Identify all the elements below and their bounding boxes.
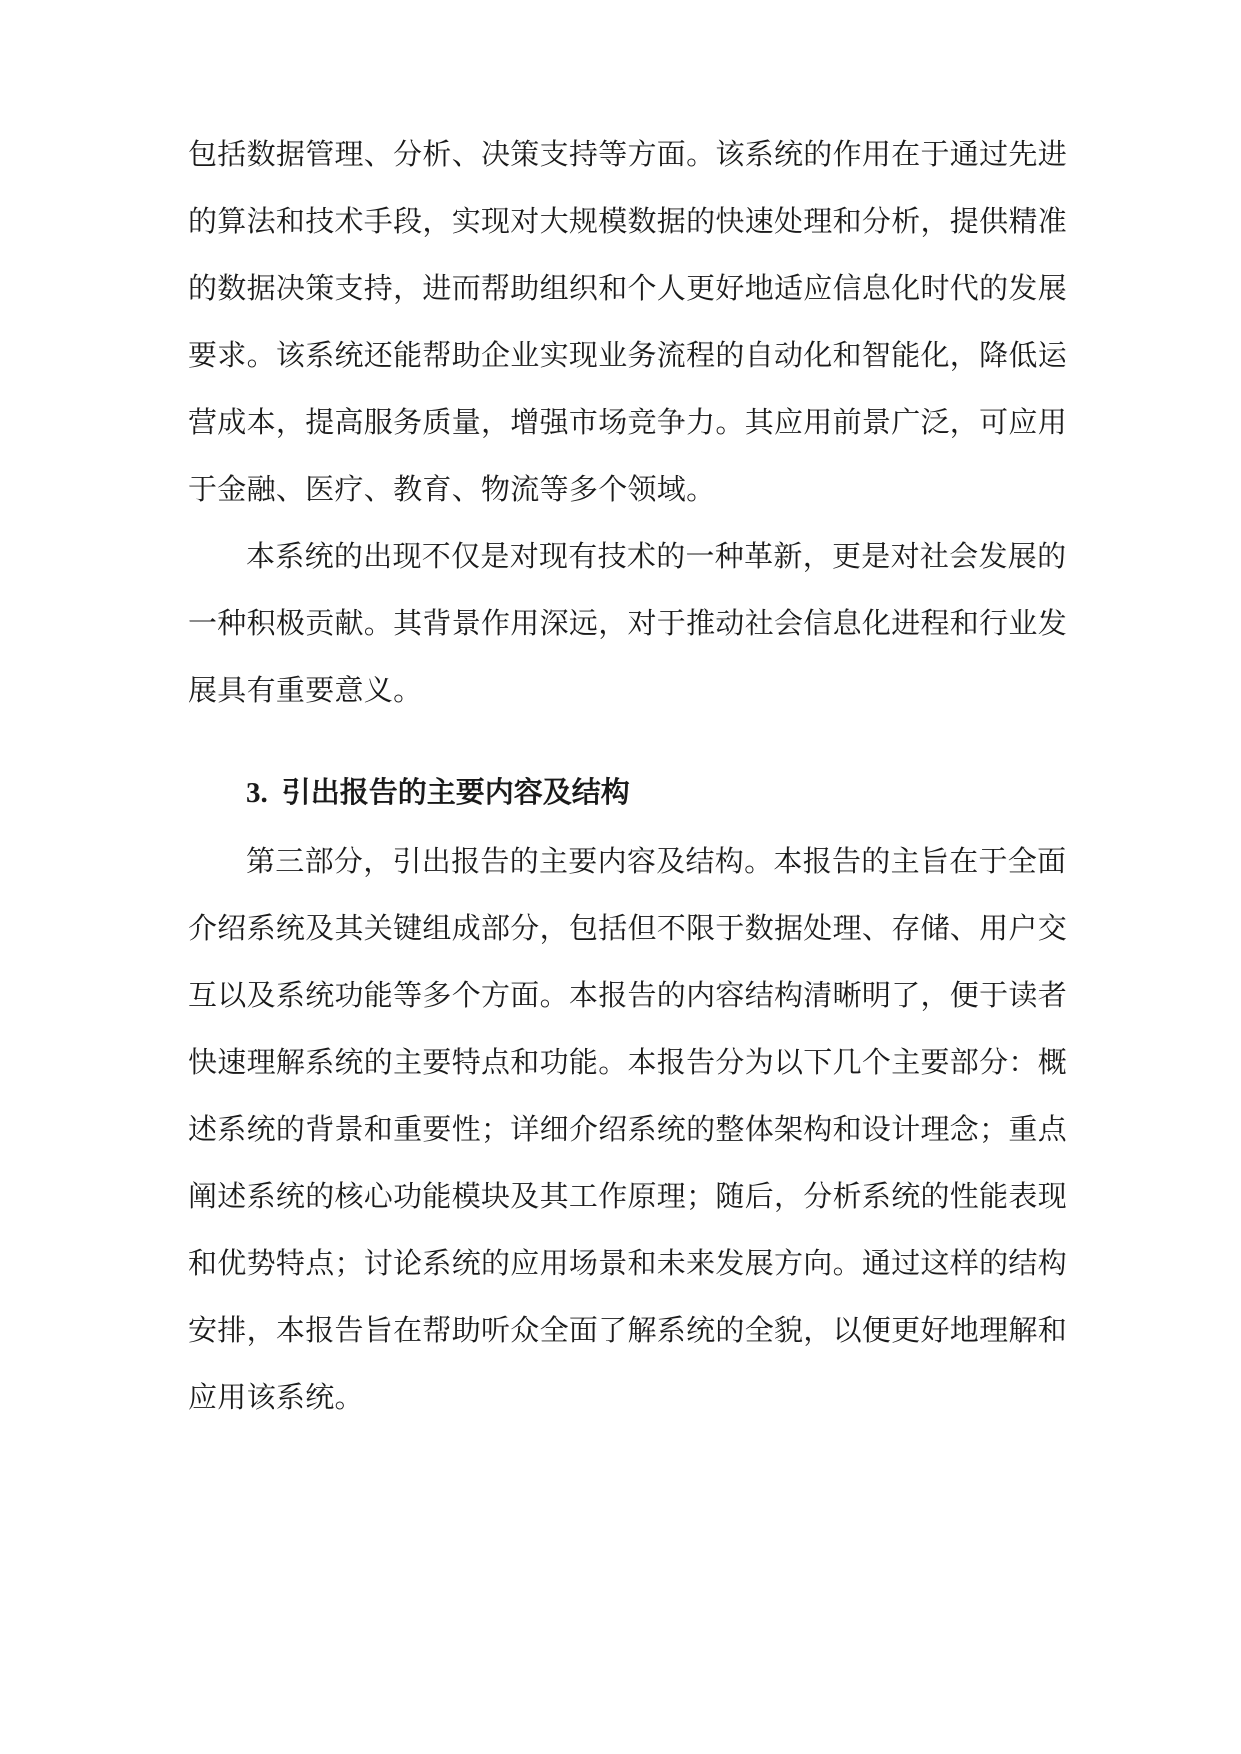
paragraph-3-line-7: 和优势特点；讨论系统的应用场景和未来发展方向。通过这样的结构: [188, 1246, 1068, 1280]
paragraph-3-line-3: 互以及系统功能等多个方面。本报告的内容结构清晰明了，便于读者: [188, 978, 1068, 1012]
paragraph-3-line-9: 应用该系统。: [188, 1380, 364, 1414]
section-3-number: 3.: [246, 777, 268, 809]
paragraph-3-line-6: 阐述系统的核心功能模块及其工作原理；随后，分析系统的性能表现: [188, 1179, 1068, 1213]
paragraph-1-line-3: 的数据决策支持，进而帮助组织和个人更好地适应信息化时代的发展: [188, 271, 1068, 305]
section-3-title: 引出报告的主要内容及结构: [281, 775, 630, 809]
paragraph-3-line-8: 安排，本报告旨在帮助听众全面了解系统的全貌，以便更好地理解和: [188, 1313, 1068, 1347]
paragraph-1-line-5: 营成本，提高服务质量，增强市场竞争力。其应用前景广泛，可应用: [188, 405, 1068, 439]
paragraph-2-line-2: 一种积极贡献。其背景作用深远，对于推动社会信息化进程和行业发: [188, 606, 1068, 640]
paragraph-2-line-3: 展具有重要意义。: [188, 673, 423, 707]
paragraph-3-line-1: 第三部分，引出报告的主要内容及结构。本报告的主旨在于全面: [246, 844, 1067, 878]
section-3-heading: [246, 774, 630, 811]
paragraph-3-line-2: 介绍系统及其关键组成部分，包括但不限于数据处理、存储、用户交: [188, 911, 1068, 945]
paragraph-1-line-2: 的算法和技术手段，实现对大规模数据的快速处理和分析，提供精准: [188, 204, 1068, 238]
paragraph-3-line-5: 述系统的背景和重要性；详细介绍系统的整体架构和设计理念；重点: [188, 1112, 1068, 1146]
paragraph-3-line-4: 快速理解系统的主要特点和功能。本报告分为以下几个主要部分：概: [188, 1045, 1068, 1079]
paragraph-1-line-6: 于金融、医疗、教育、物流等多个领域。: [188, 472, 716, 506]
paragraph-2-line-1: 本系统的出现不仅是对现有技术的一种革新，更是对社会发展的: [246, 539, 1067, 573]
paragraph-1-line-1: 包括数据管理、分析、决策支持等方面。该系统的作用在于通过先进: [188, 137, 1068, 171]
paragraph-1-line-4: 要求。该系统还能帮助企业实现业务流程的自动化和智能化，降低运: [188, 338, 1068, 372]
